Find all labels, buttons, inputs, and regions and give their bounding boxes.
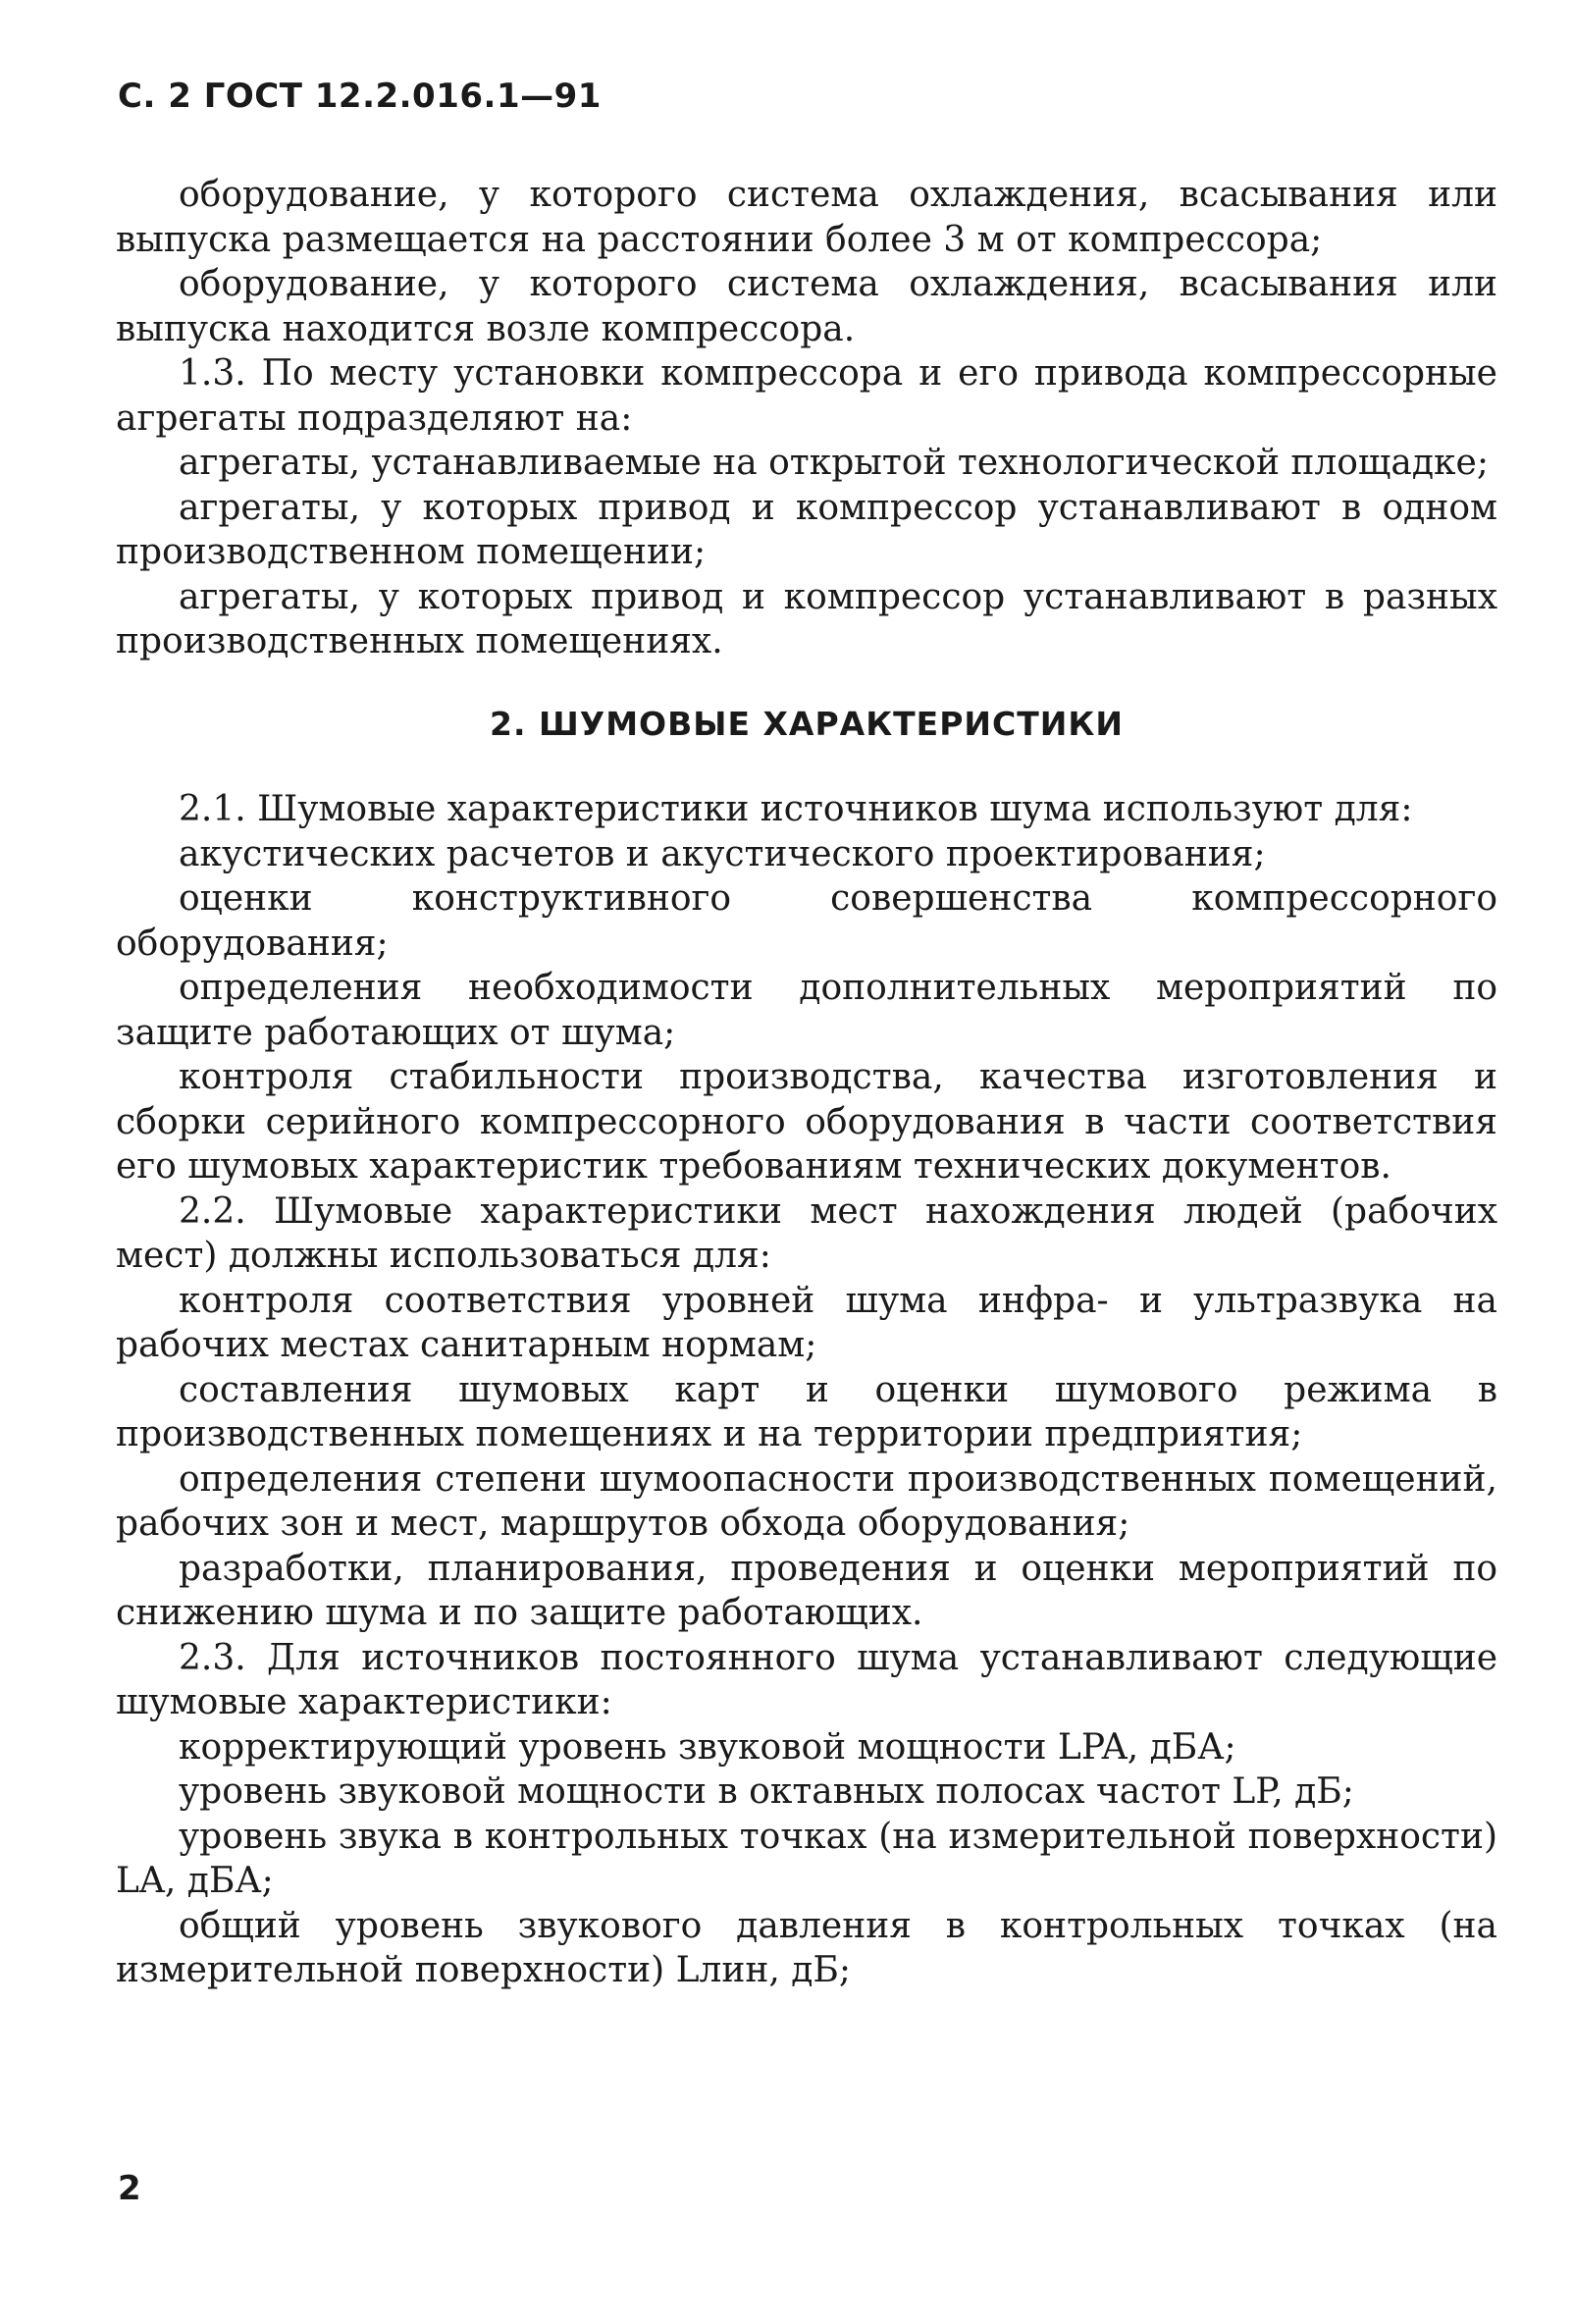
paragraph: контроля стабильности производства, качества изготовления и сборки серийного компрессорного оборудования в части соответствия его шумовых характеристик требованиям технических документов.: [116, 1057, 1497, 1187]
paragraph: определения необходимости дополнительных мероприятий по защите работающих от шума;: [116, 968, 1497, 1053]
page-number: 2: [118, 2169, 141, 2208]
paragraph: агрегаты, у которых привод и компрессор устанавливают в разных производственных помещениях.: [116, 576, 1497, 661]
paragraph: 1.3. По месту установки компрессора и его привода компрессорные агрегаты подразделяют на:: [116, 353, 1497, 439]
paragraph: составления шумовых карт и оценки шумового режима в производственных помещениях и на территории предприятия;: [116, 1369, 1497, 1454]
section-heading: 2. ШУМОВЫЕ ХАРАКТЕРИСТИКИ: [490, 704, 1124, 743]
paragraph: корректирующий уровень звуковой мощности LPA, дБА;: [179, 1726, 1236, 1768]
paragraph: оборудование, у которого система охлаждения, всасывания или выпуска находится возле компрессора.: [116, 264, 1497, 349]
paragraph: контроля соответствия уровней шума инфра- и ультразвука на рабочих местах санитарным нормам;: [116, 1280, 1497, 1365]
paragraph: 2.3. Для источников постоянного шума устанавливают следующие шумовые характеристики:: [116, 1637, 1497, 1722]
paragraph: акустических расчетов и акустического проектирования;: [179, 833, 1266, 874]
paragraph: 2.1. Шумовые характеристики источников шума используют для:: [179, 789, 1413, 829]
paragraph: определения степени шумоопасности производственных помещений, рабочих зон и мест, маршрутов обхода оборудования;: [116, 1458, 1497, 1544]
paragraph: оборудование, у которого система охлаждения, всасывания или выпуска размещается на расстоянии более 3 м от компрессора;: [116, 175, 1497, 260]
running-header: С. 2 ГОСТ 12.2.016.1—91: [118, 77, 602, 116]
paragraph: агрегаты, у которых привод и компрессор устанавливают в одном производственном помещении;: [116, 487, 1497, 572]
paragraph: 2.2. Шумовые характеристики мест нахождения людей (рабочих мест) должны использоваться для:: [116, 1190, 1497, 1276]
body-text: [116, 173, 1497, 1993]
paragraph: общий уровень звукового давления в контрольных точках (на измерительной поверхности) Lлин, дБ;: [116, 1905, 1497, 1990]
paragraph: оценки конструктивного совершенства компрессорного оборудования;: [116, 878, 1497, 964]
paragraph: уровень звуковой мощности в октавных полосах частот LP, дБ;: [179, 1771, 1354, 1812]
paragraph: агрегаты, устанавливаемые на открытой технологической площадке;: [179, 443, 1489, 483]
paragraph: разработки, планирования, проведения и оценки мероприятий по снижению шума и по защите работающих.: [116, 1548, 1497, 1633]
paragraph: уровень звука в контрольных точках (на измерительной поверхности) LA, дБА;: [116, 1816, 1497, 1901]
